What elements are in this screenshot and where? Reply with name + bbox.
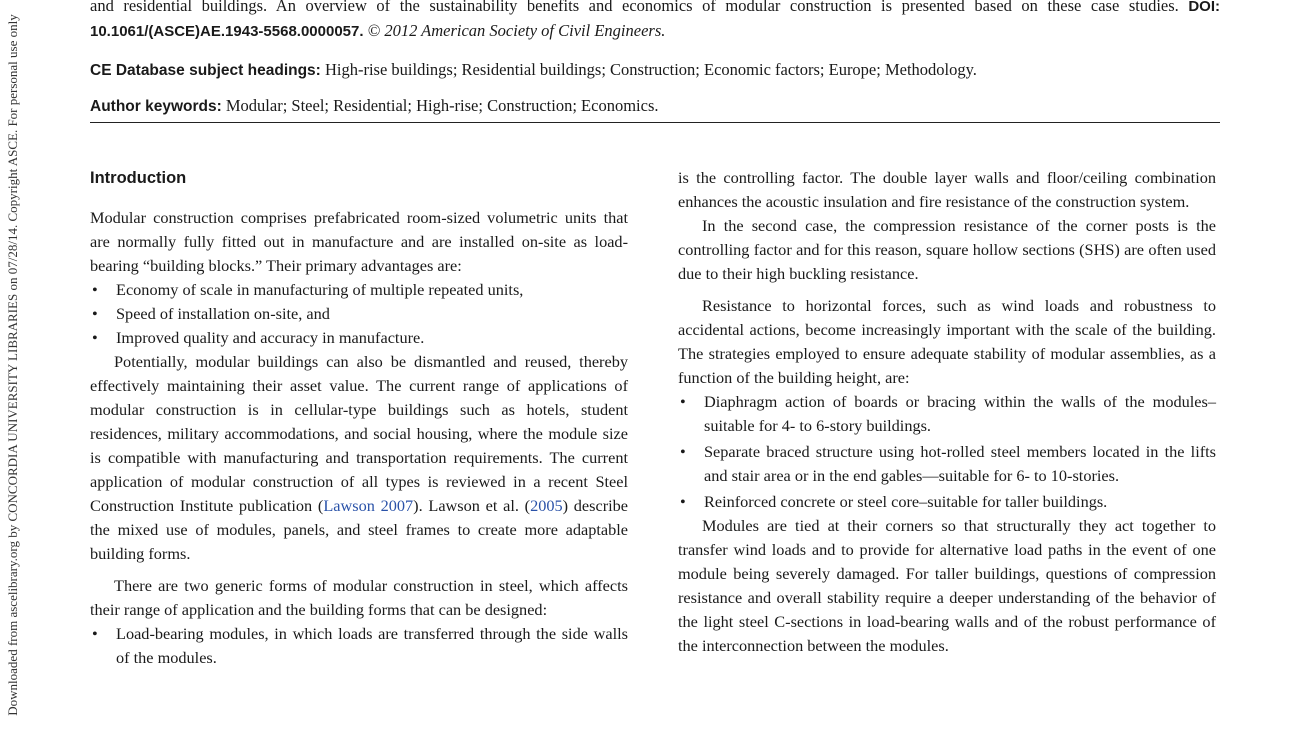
reference-link-lawson-2007[interactable]: Lawson 2007 <box>323 496 414 515</box>
intro-paragraph-2: Potentially, modular buildings can also be dismantled and reused, thereby effectively maintaining their asset value. The current range of applications of modular construction is in cellular-type buildings such as hotels, student residences, military accommodations, and social housing, where the module size is compatible with manufacturing and transportation requirements. The current application of modular construction of all types is reviewed in a recent Steel Construction Institute publication (Lawson 2007). Lawson et al. (2005) describe the mixed use of modules, panels, and steel frames to create more adaptable building forms. <box>90 352 629 563</box>
intro-paragraph-1: Modular construction comprises prefabricated room-sized volumetric units that are normally fully fitted out in manufacture and are installed on-site as load-bearing “building blocks.” Their primary advantages are: <box>90 208 628 275</box>
abstract-tail <box>90 0 1220 44</box>
bullet-icon: • <box>92 624 98 643</box>
right-column <box>678 166 1216 658</box>
subject-headings-label: CE Database subject headings: <box>90 62 321 79</box>
author-keywords-label: Author keywords: <box>90 98 222 115</box>
doi-link[interactable]: DOI: 10.1061/(ASCE)AE.1943-5568.0000057. <box>90 0 1221 40</box>
reference-link-lawson-2005[interactable]: 2005 <box>530 496 563 515</box>
list-item: • Separate braced structure using hot-rolled steel members located in the lifts and stair area or in the end gables—suitable for 6- to 10-stories. <box>680 442 1216 485</box>
intro-paragraph-3: There are two generic forms of modular construction in steel, which affects their range of application and the building forms that can be designed: <box>90 576 628 619</box>
list-item: • Load-bearing modules, in which loads are transferred through the side walls of the modules. <box>92 624 628 667</box>
bullet-icon: • <box>92 280 98 299</box>
advantages-list <box>90 278 628 350</box>
author-keywords-value: Modular; Steel; Residential; High-rise; Construction; Economics. <box>225 96 659 115</box>
author-keywords <box>90 95 1220 118</box>
left-column <box>90 166 628 670</box>
right-paragraph-2: In the second case, the compression resistance of the corner posts is the controlling factor and for this reason, square hollow sections (SHS) are often used due to their high buckling resistance. <box>678 216 1216 283</box>
header-divider <box>90 122 1220 123</box>
list-item: • Diaphragm action of boards or bracing within the walls of the modules–suitable for 4- to 6-story buildings. <box>680 392 1216 435</box>
list-item: • Reinforced concrete or steel core–suitable for taller buildings. <box>678 490 1216 514</box>
list-item: • Improved quality and accuracy in manufacture. <box>90 326 628 350</box>
list-item: • Economy of scale in manufacturing of multiple repeated units, <box>90 278 628 302</box>
bullet-icon: • <box>680 392 686 411</box>
stability-strategies-list <box>678 390 1216 514</box>
bullet-icon: • <box>92 304 98 323</box>
bullet-icon: • <box>92 328 98 347</box>
bullet-icon: • <box>680 492 686 511</box>
download-watermark: Downloaded from ascelibrary.org by CONCORDIA UNIVERSITY LIBRARIES on 07/28/14. Copyright ASCE. For personal use only <box>5 14 20 716</box>
subject-headings <box>90 59 1220 82</box>
abstract-text: and residential buildings. An overview of the sustainability benefits and economics of modular construction is presented based on these case studies. <box>90 0 1179 15</box>
generic-forms-list <box>90 622 628 670</box>
right-paragraph-3: Resistance to horizontal forces, such as wind loads and robustness to accidental actions, become increasingly important with the scale of the building. The strategies employed to ensure adequate stability of modular assemblies, as a function of the building height, are: <box>678 296 1216 387</box>
bullet-icon: • <box>680 442 686 461</box>
right-paragraph-1: is the controlling factor. The double layer walls and floor/ceiling combination enhances the acoustic insulation and fire resistance of the construction system. <box>678 168 1216 211</box>
copyright-notice: © 2012 American Society of Civil Engineers. <box>367 21 666 40</box>
subject-headings-value: High-rise buildings; Residential buildings; Construction; Economic factors; Europe; Methodology. <box>324 60 977 79</box>
section-heading-introduction: Introduction <box>90 169 187 187</box>
list-item: • Speed of installation on-site, and <box>90 302 628 326</box>
right-paragraph-4: Modules are tied at their corners so that structurally they act together to transfer wind loads and to provide for alternative load paths in the event of one module being severely damaged. For taller buildings, questions of compression resistance and overall stability require a deeper understanding of the behavior of the light steel C-sections in load-bearing walls and of the robust performance of the interconnection between the modules. <box>678 516 1216 655</box>
